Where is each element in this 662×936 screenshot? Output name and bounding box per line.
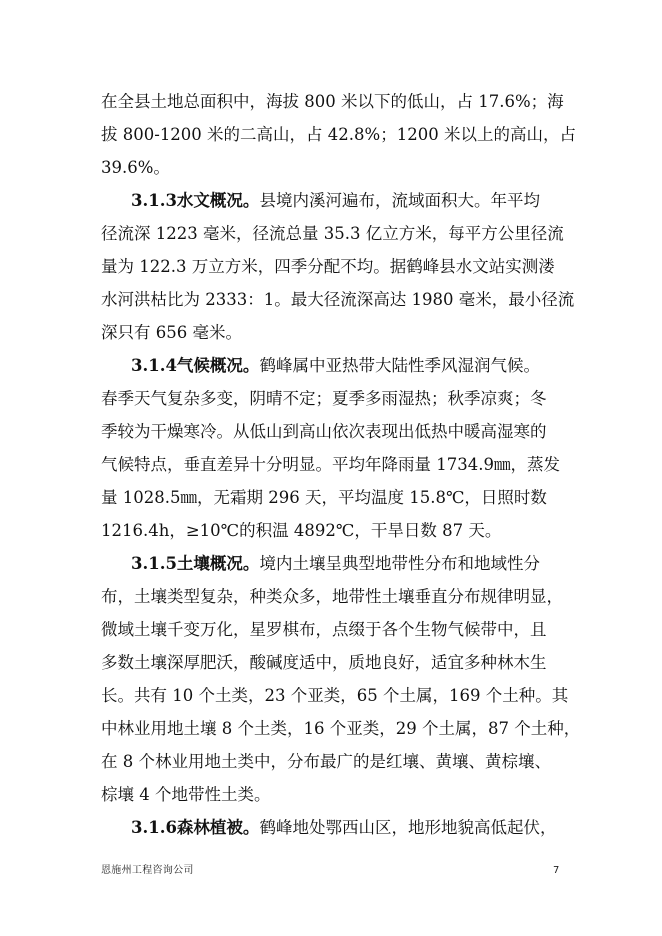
section-316-first-text: 鹤峰地处鄂西山区，地形地貌高低起伏， <box>259 818 557 837</box>
section-313-heading: 3.1.3水文概况。 <box>131 191 260 210</box>
section-316-heading: 3.1.6森林植被。 <box>131 818 260 837</box>
section-313-line-4: 深只有 656 毫米。 <box>101 323 242 342</box>
intro-line-3: 39.6%。 <box>101 158 170 177</box>
section-313-line-2: 量为 122.3 万立方米，四季分配不均。据鹤峰县水文站实测溇 <box>101 257 555 276</box>
section-315-line-4: 长。共有 10 个土类，23 个亚类，65 个土属，169 个土种。其 <box>101 686 569 705</box>
page-number: 7 <box>553 865 560 876</box>
section-315-line-1: 布，土壤类型复杂，种类众多，地带性土壤垂直分布规律明显， <box>101 587 563 606</box>
intro-line-2: 拔 800-1200 米的二高山，占 42.8%；1200 米以上的高山，占 <box>101 125 576 144</box>
section-314-line-4: 量 1028.5㎜，无霜期 296 天，平均温度 15.8℃，日照时数 <box>101 488 547 507</box>
footer-company: 恩施州工程咨询公司 <box>101 865 194 876</box>
section-315-line-5: 中林业用地土壤 8 个土类，16 个亚类，29 个土属，87 个土种， <box>101 719 581 738</box>
section-315-heading: 3.1.5土壤概况。 <box>131 554 260 573</box>
section-314-heading: 3.1.4气候概况。 <box>131 356 260 375</box>
section-315-line-2: 微域土壤千变万化，星罗棋布，点缀于各个生物气候带中，且 <box>101 620 547 639</box>
section-315-first-line <box>131 554 540 574</box>
section-314-line-3: 气候特点，垂直差异十分明显。平均年降雨量 1734.9㎜，蒸发 <box>101 455 560 474</box>
section-313-first-line <box>131 191 540 211</box>
section-315-first-text: 境内土壤呈典型地带性分布和地域性分 <box>259 554 540 573</box>
section-313-first-text: 县境内溪河遍布，流域面积大。年平均 <box>259 191 540 210</box>
section-314-line-5: 1216.4h，≥10℃的积温 4892℃，干旱日数 87 天。 <box>101 521 502 540</box>
section-315-line-3: 多数土壤深厚肥沃，酸碱度适中，质地良好，适宜多种林木生 <box>101 653 547 672</box>
section-314-first-text: 鹤峰属中亚热带大陆性季风湿润气候。 <box>259 356 540 375</box>
section-314-line-2: 季较为干燥寒冷。从低山到高山依次表现出低热中暖高湿寒的 <box>101 422 547 441</box>
section-314-first-line <box>131 356 540 376</box>
section-315-line-7: 棕壤 4 个地带性土类。 <box>101 785 271 804</box>
section-315-line-6: 在 8 个林业用地土类中，分布最广的是红壤、黄壤、黄棕壤、 <box>101 752 551 771</box>
section-313-line-3: 水河洪枯比为 2333：1。最大径流深高达 1980 毫米，最小径流 <box>101 290 575 309</box>
section-314-line-1: 春季天气复杂多变，阴晴不定；夏季多雨湿热；秋季凉爽；冬 <box>101 389 547 408</box>
section-313-line-1: 径流深 1223 毫米，径流总量 35.3 亿立方米，每平方公里径流 <box>101 224 564 243</box>
section-316-first-line <box>131 818 556 838</box>
intro-line-1: 在全县土地总面积中，海拔 800 米以下的低山，占 17.6%；海 <box>101 92 564 111</box>
